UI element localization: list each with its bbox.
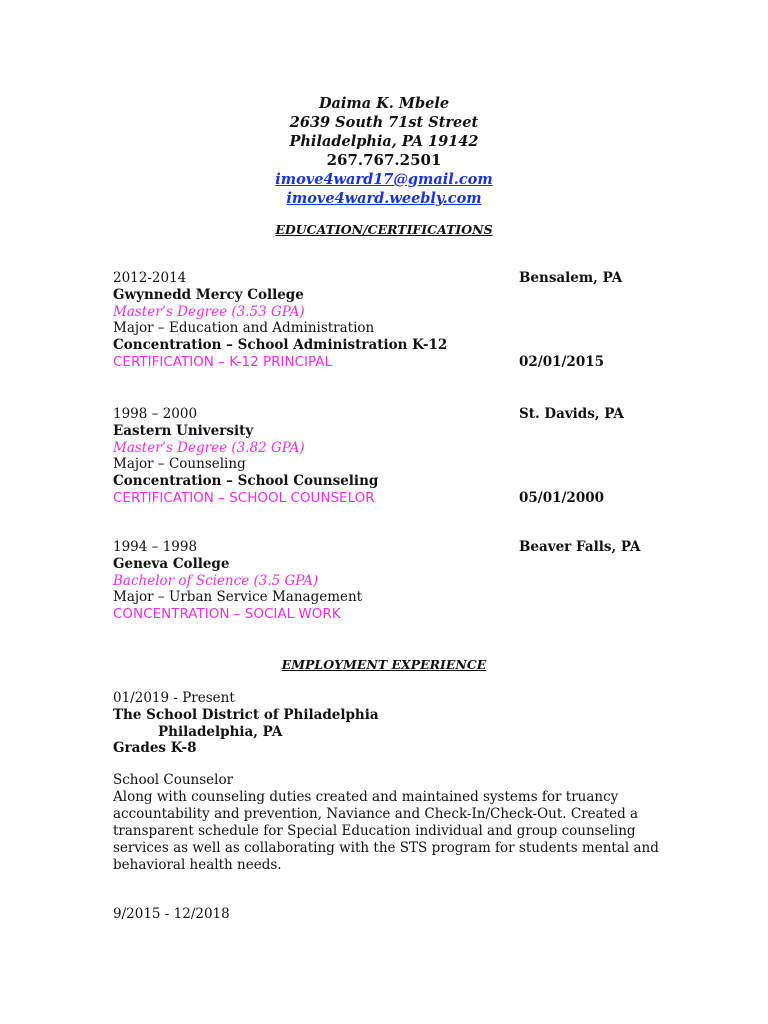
education-school: Geneva College — [113, 555, 230, 572]
contact-name: Daima K. Mbele — [318, 95, 450, 112]
education-certification: CERTIFICATION – SCHOOL COUNSELOR — [113, 489, 375, 506]
contact-city: Philadelphia, PA 19142 — [289, 133, 479, 150]
job-dates: 01/2019 - Present — [113, 690, 235, 706]
job-description-line: transparent schedule for Special Education individual and group counseling — [113, 823, 636, 839]
education-entry — [113, 539, 653, 623]
job-location: Philadelphia, PA — [158, 723, 283, 740]
job-description-line: Along with counseling duties created and maintained systems for truancy — [113, 789, 619, 805]
education-concentration: Concentration – School Counseling — [113, 473, 379, 490]
education-major: Major – Urban Service Management — [113, 589, 363, 606]
education-degree: Master’s Degree (3.53 GPA) — [113, 303, 305, 320]
contact-website-link[interactable]: imove4ward.weebly.com — [286, 190, 482, 207]
education-school: Gwynnedd Mercy College — [113, 286, 304, 303]
education-heading: EDUCATION/CERTIFICATIONS — [275, 222, 493, 237]
education-certification: CERTIFICATION – K-12 PRINCIPAL — [113, 353, 333, 370]
contact-phone: 267.767.2501 — [326, 151, 442, 169]
education-entry — [113, 270, 653, 371]
education-degree: Bachelor of Science (3.5 GPA) — [113, 572, 319, 589]
education-dates: 1998 – 2000 — [113, 406, 198, 422]
job-employer: The School District of Philadelphia — [113, 706, 379, 723]
education-dates: 1994 – 1998 — [113, 539, 198, 555]
job-description-line: accountability and prevention, Naviance and Check-In/Check-Out. Created a — [113, 806, 639, 822]
employment-entry — [113, 906, 653, 923]
education-school: Eastern University — [113, 422, 254, 439]
education-concentration: CONCENTRATION – SOCIAL WORK — [113, 606, 341, 623]
education-location: Bensalem, PA — [519, 270, 623, 286]
contact-street: 2639 South 71st Street — [289, 114, 479, 131]
job-description-line: services as well as collaborating with the STS program for students mental and — [113, 840, 659, 856]
employment-heading: EMPLOYMENT EXPERIENCE — [281, 657, 487, 672]
education-location: St. Davids, PA — [519, 406, 624, 422]
education-cert-date: 02/01/2015 — [519, 353, 605, 370]
education-dates: 2012-2014 — [113, 270, 187, 286]
job-title: School Counselor — [113, 772, 234, 788]
contact-header — [0, 94, 768, 208]
education-major: Major – Counseling — [113, 456, 246, 473]
education-concentration: Concentration – School Administration K-12 — [113, 337, 448, 354]
education-degree: Master’s Degree (3.82 GPA) — [113, 439, 305, 456]
job-dates: 9/2015 - 12/2018 — [113, 906, 230, 922]
education-entry — [113, 406, 653, 507]
education-cert-date: 05/01/2000 — [519, 489, 605, 506]
job-details — [113, 772, 658, 874]
education-major: Major – Education and Administration — [113, 320, 375, 337]
education-location: Beaver Falls, PA — [519, 539, 641, 555]
job-description-line: behavioral health needs. — [113, 857, 282, 873]
employment-entry — [113, 690, 653, 757]
job-grades: Grades K-8 — [113, 740, 197, 757]
contact-email-link[interactable]: imove4ward17@gmail.com — [275, 171, 493, 188]
